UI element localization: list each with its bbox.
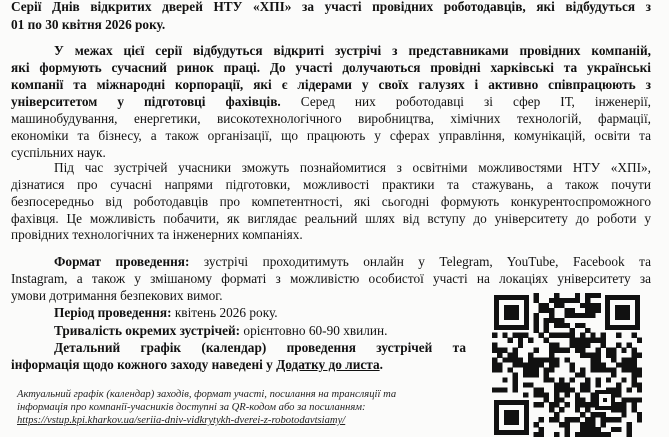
period-value: квітень 2026 року. (171, 305, 278, 320)
p3-line-1: Під час зустрічей учасники зможуть познайомитися з освітніми можливостями НТУ «ХПІ», (54, 160, 651, 175)
p3-line-2: дізнатися про сучасні напрями підготовки, можливості практики та стажувань, а також почути (11, 177, 651, 192)
format-label: Формат проведення: (54, 254, 190, 269)
p4-line-1 (54, 253, 651, 270)
p2-line-7: суспільних наук. (11, 145, 106, 160)
format-text: зустрічі проходитимуть онлайн у Telegram, YouTube, Facebook та (189, 254, 652, 269)
duration-label: Тривалість окремих зустрічей: (54, 323, 241, 338)
note-line-2: інформація про компанії-учасників доступні за QR-кодом або за посиланням: (17, 402, 366, 413)
qr-code-icon[interactable] (492, 293, 642, 437)
p2-line-4-rest: Серед них роботодавці зі сфер ІТ, інженерії, (280, 94, 651, 109)
schedule-line-2 (11, 356, 383, 373)
schedule-line-1: Детальний графік (календар) проведення зустрічей та (54, 340, 466, 355)
p2-line-6: економіки та бізнесу, а також організації, що працюють у сферах управління, комунікацій, освіти та (11, 128, 651, 143)
p3-line-4: фахівця. Це можливість побачити, як виглядає реальний шлях від вступу до університету до роботи у (11, 211, 651, 226)
schedule-dot: . (379, 357, 383, 372)
note-url-line (17, 414, 345, 427)
period-label: Період проведення: (54, 305, 172, 320)
p3-line-3: безпосередньо від роботодавців про компетентності, які сьогодні формують конкурентоспроможного (11, 194, 651, 209)
p1-line-1: Серії Днів відкритих дверей НТУ «ХПІ» за участі провідних роботодавців, які відбудуться з (11, 0, 651, 14)
p4-line-3: умови дотримання безпекових вимог. (11, 288, 223, 303)
appendix-link[interactable]: Додатку до листа (276, 357, 380, 372)
p1-line-2: 01 по 30 квітня 2026 року. (11, 17, 166, 32)
p2-line-2: які формують сучасний ринок праці. До участі долучаються провідні харківські та українські (11, 60, 651, 75)
duration-line (54, 322, 387, 339)
note-line-1: Актуальний графік (календар) заходів, формат участі, посилання на трансляції та (17, 389, 397, 400)
p2-line-4-bold: університетом у підготовці фахівців. (11, 94, 281, 109)
p2-line-5: машинобудування, енергетики, високотехнологічного виробництва, хімічних технологій, фармації, (11, 111, 651, 126)
schedule-text: інформація щодо кожного заходу наведені у (11, 357, 277, 372)
note-url-link[interactable]: https://vstup.kpi.kharkov.ua/seriia-dniv-vidkrytykh-dverei-z-robotodavtsiamy/ (17, 415, 346, 426)
p3-line-5: провідних технологічних та інженерних компаніях. (11, 227, 303, 242)
p4-line-2: Instagram, а також у змішаному форматі з можливістю особистої участі на локаціях університету за (11, 271, 651, 286)
period-line (54, 304, 278, 321)
p2-line-3: компанії та міжнародні корпорації, які є лідерами у своїх галузях і активно співпрацюють з (11, 77, 651, 92)
duration-value: орієнтовно 60-90 хвилин. (240, 323, 388, 338)
p2-line-4 (11, 93, 651, 110)
p2-line-1: У межах цієї серії відбудуться відкриті зустрічі з представниками провідних компаній, (54, 43, 651, 58)
